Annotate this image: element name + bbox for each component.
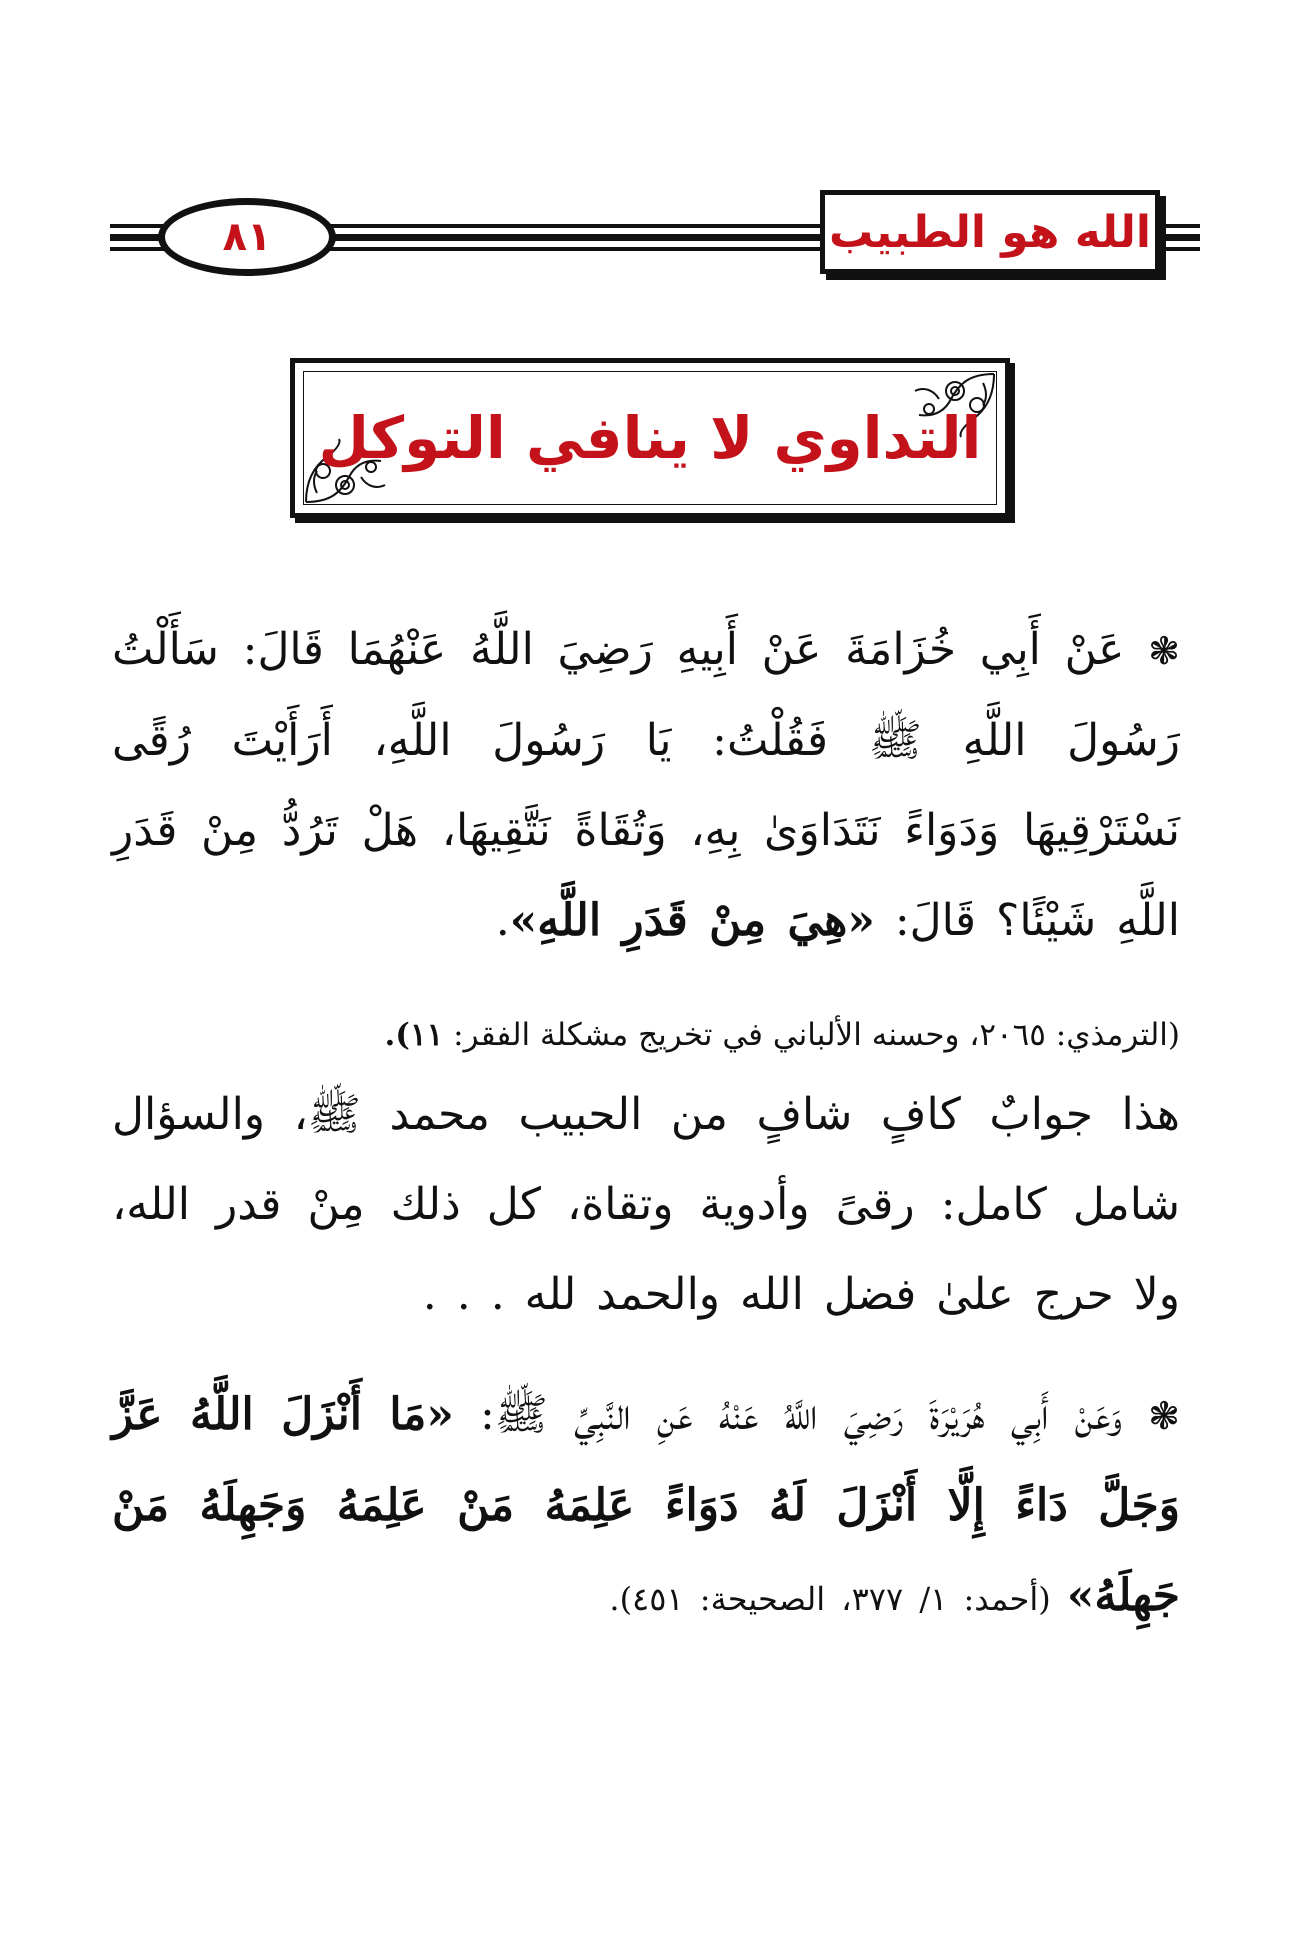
reference-2: (أحمد: ١/ ٣٧٧، الصحيحة: ٤٥١). — [609, 1580, 1067, 1618]
chapter-title-box — [290, 358, 1010, 518]
hadith-1-text: عَنْ أَبِي خُزَامَةَ عَنْ أَبِيهِ رَضِيَ اللَّهُ عَنْهُمَا قَالَ: سَأَلْتُ رَسُولَ اللَّهِ ﷺ فَقُلْتُ: يَا رَسُولَ اللَّهِ، أَرَأَيْتَ رُقًى نَسْتَرْقِيهَا وَدَوَاءً نَتَدَاوَىٰ بِهِ، وَتُقَاةً نَتَّقِيهَا، هَلْ تَرُدُّ مِنْ قَدَرِ اللَّهِ شَيْئًا؟ قَالَ: — [112, 624, 1180, 946]
hadith-1-quote: «هِيَ مِنْ قَدَرِ اللَّهِ» — [509, 895, 875, 946]
commentary-paragraph: هذا جوابٌ كافٍ شافٍ من الحبيب محمد ﷺ، والسؤال شامل كامل: رقىً وأدوية وتقاة، كل ذلك مِنْ قدر الله، ولا حرج علىٰ فضل الله والحمد لله . . . — [112, 1089, 1180, 1320]
hadith-paragraph-1 — [112, 605, 1180, 966]
page-number: ٨١ — [158, 198, 336, 276]
bullet-flower-icon: ❃ — [1148, 1394, 1180, 1438]
hadith-2-text: وَعَنْ أَبِي هُرَيْرَةَ رَضِيَ اللَّهُ عَنْهُ عَنِ النَّبِيِّ ﷺ: — [453, 1389, 1149, 1440]
running-title: الله هو الطبيب — [820, 190, 1160, 274]
hadith-2-quote: «مَا أَنْزَلَ اللَّهُ عَزَّ وَجَلَّ دَاءً إِلَّا أَنْزَلَ لَهُ دَوَاءً عَلِمَهُ مَنْ عَلِمَهُ وَجَهِلَهُ مَنْ جَهِلَهُ» — [112, 1389, 1180, 1621]
bullet-flower-icon: ❃ — [1148, 629, 1180, 673]
page-header — [110, 190, 1200, 280]
reference-1-text: (الترمذي: ٢٠٦٥، وحسنه الألباني في تخريج مشكلة الفقر: — [443, 1017, 1180, 1053]
hadith-paragraph-2 — [112, 1370, 1180, 1644]
hadith-1-end: . — [495, 895, 510, 946]
reference-1 — [112, 1010, 1180, 1060]
reference-1-number: ١١). — [384, 1017, 444, 1053]
chapter-title: التداوي لا ينافي التوكل — [318, 404, 982, 472]
